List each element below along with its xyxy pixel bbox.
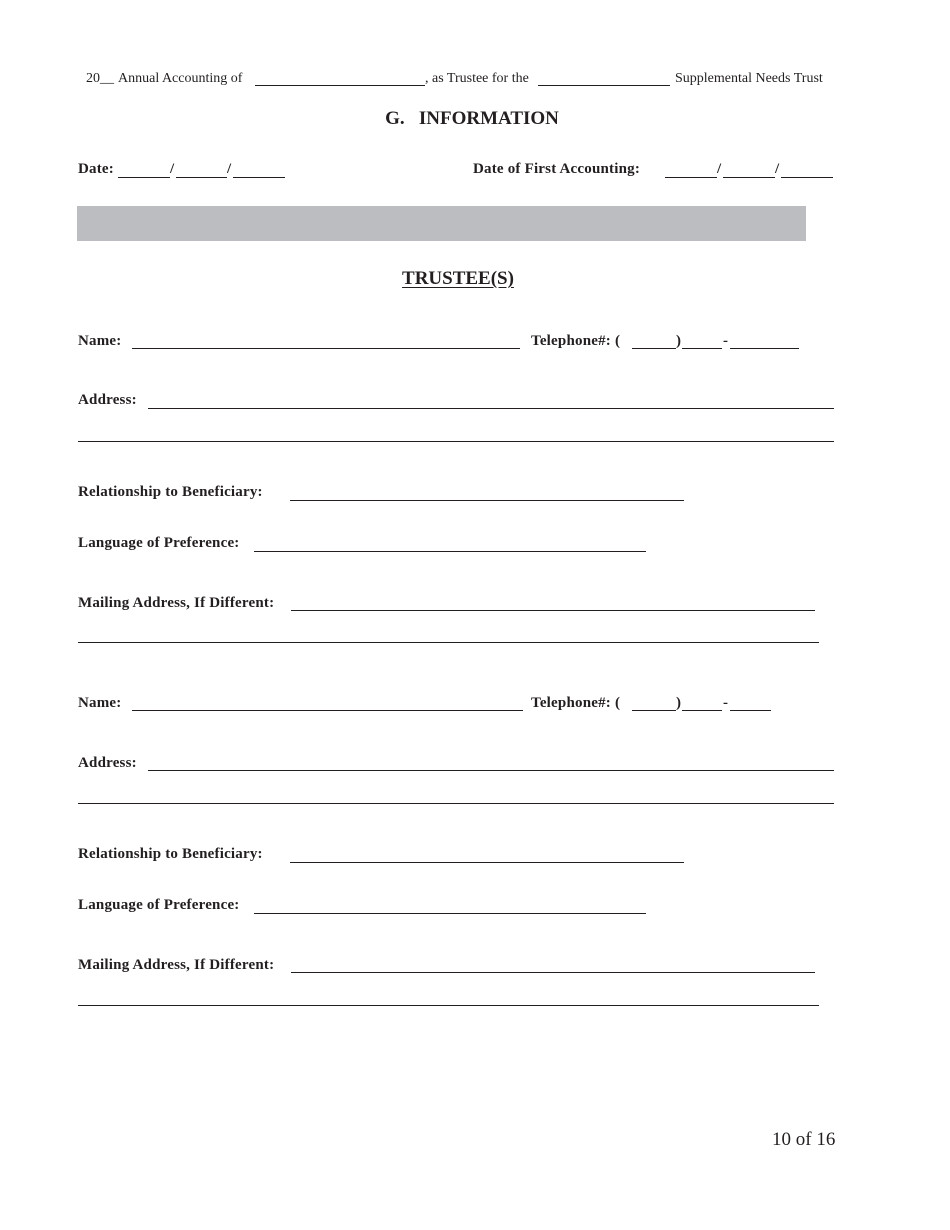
- trustee-2-name-field[interactable]: [132, 710, 523, 711]
- trustee-1-relationship-field[interactable]: [290, 500, 684, 501]
- page-number: 10 of 16: [772, 1129, 836, 1150]
- trustee-2-mailing-line-1[interactable]: [291, 972, 815, 973]
- trustee-2-name-label: Name:: [78, 695, 122, 711]
- trustee-2-tel-number-field[interactable]: [730, 710, 771, 711]
- trustee-2-language-field[interactable]: [254, 913, 646, 914]
- first-accounting-slash-1: /: [717, 161, 722, 177]
- trustee-1-mailing-label: Mailing Address, If Different:: [78, 595, 275, 611]
- header-supplemental-needs-trust-text: Supplemental Needs Trust: [675, 71, 823, 86]
- trustee-2-language-label: Language of Preference:: [78, 897, 240, 913]
- trustees-heading: TRUSTEE(S): [402, 268, 514, 289]
- date-label: Date:: [78, 161, 114, 177]
- trustee-1-language-label: Language of Preference:: [78, 535, 240, 551]
- date-year-field[interactable]: [233, 177, 285, 178]
- trustee-1-mailing-line-2[interactable]: [78, 642, 819, 643]
- date-month-field[interactable]: [118, 177, 170, 178]
- trustee-2-mailing-line-2[interactable]: [78, 1005, 819, 1006]
- trustee-1-relationship-label: Relationship to Beneficiary:: [78, 484, 263, 500]
- trustee-2-tel-close-paren: ): [676, 695, 681, 711]
- header-annual-accounting-text: Annual Accounting of: [118, 71, 243, 86]
- trustee-2-area-code-field[interactable]: [632, 710, 676, 711]
- first-accounting-year-field[interactable]: [781, 177, 833, 178]
- header-as-trustee-text: , as Trustee for the: [425, 71, 529, 86]
- trustee-2-address-line-2[interactable]: [78, 803, 834, 804]
- trustee-1-telephone-label: Telephone#: (: [531, 333, 621, 349]
- header-trustee-name-field[interactable]: [255, 85, 425, 86]
- trustee-2-tel-prefix-field[interactable]: [682, 710, 722, 711]
- trustee-2-relationship-label: Relationship to Beneficiary:: [78, 846, 263, 862]
- shaded-divider-bar: [77, 206, 806, 241]
- trustee-1-tel-number-field[interactable]: [730, 348, 799, 349]
- trustee-2-mailing-label: Mailing Address, If Different:: [78, 957, 275, 973]
- trustee-1-language-field[interactable]: [254, 551, 646, 552]
- trustee-2-telephone-label: Telephone#: (: [531, 695, 621, 711]
- trustee-1-address-line-1[interactable]: [148, 408, 834, 409]
- trustee-1-mailing-line-1[interactable]: [291, 610, 815, 611]
- trustee-1-name-field[interactable]: [132, 348, 520, 349]
- trustee-1-tel-prefix-field[interactable]: [682, 348, 722, 349]
- trustee-2-tel-dash: -: [723, 695, 728, 711]
- date-slash-2: /: [227, 161, 232, 177]
- section-title: G. INFORMATION: [385, 108, 559, 129]
- trustee-1-tel-dash: -: [723, 333, 728, 349]
- date-day-field[interactable]: [176, 177, 227, 178]
- trustee-1-area-code-field[interactable]: [632, 348, 676, 349]
- first-accounting-slash-2: /: [775, 161, 780, 177]
- trustee-1-name-label: Name:: [78, 333, 122, 349]
- header-year-prefix: 20__: [86, 71, 114, 86]
- first-accounting-month-field[interactable]: [665, 177, 717, 178]
- trustee-1-address-line-2[interactable]: [78, 441, 834, 442]
- trustee-1-tel-close-paren: ): [676, 333, 681, 349]
- trustee-2-relationship-field[interactable]: [290, 862, 684, 863]
- first-accounting-label: Date of First Accounting:: [473, 161, 641, 177]
- trustee-1-address-label: Address:: [78, 392, 137, 408]
- header-trust-name-field[interactable]: [538, 85, 670, 86]
- date-slash-1: /: [170, 161, 175, 177]
- trustee-2-address-line-1[interactable]: [148, 770, 834, 771]
- trustee-2-address-label: Address:: [78, 755, 137, 771]
- first-accounting-day-field[interactable]: [723, 177, 775, 178]
